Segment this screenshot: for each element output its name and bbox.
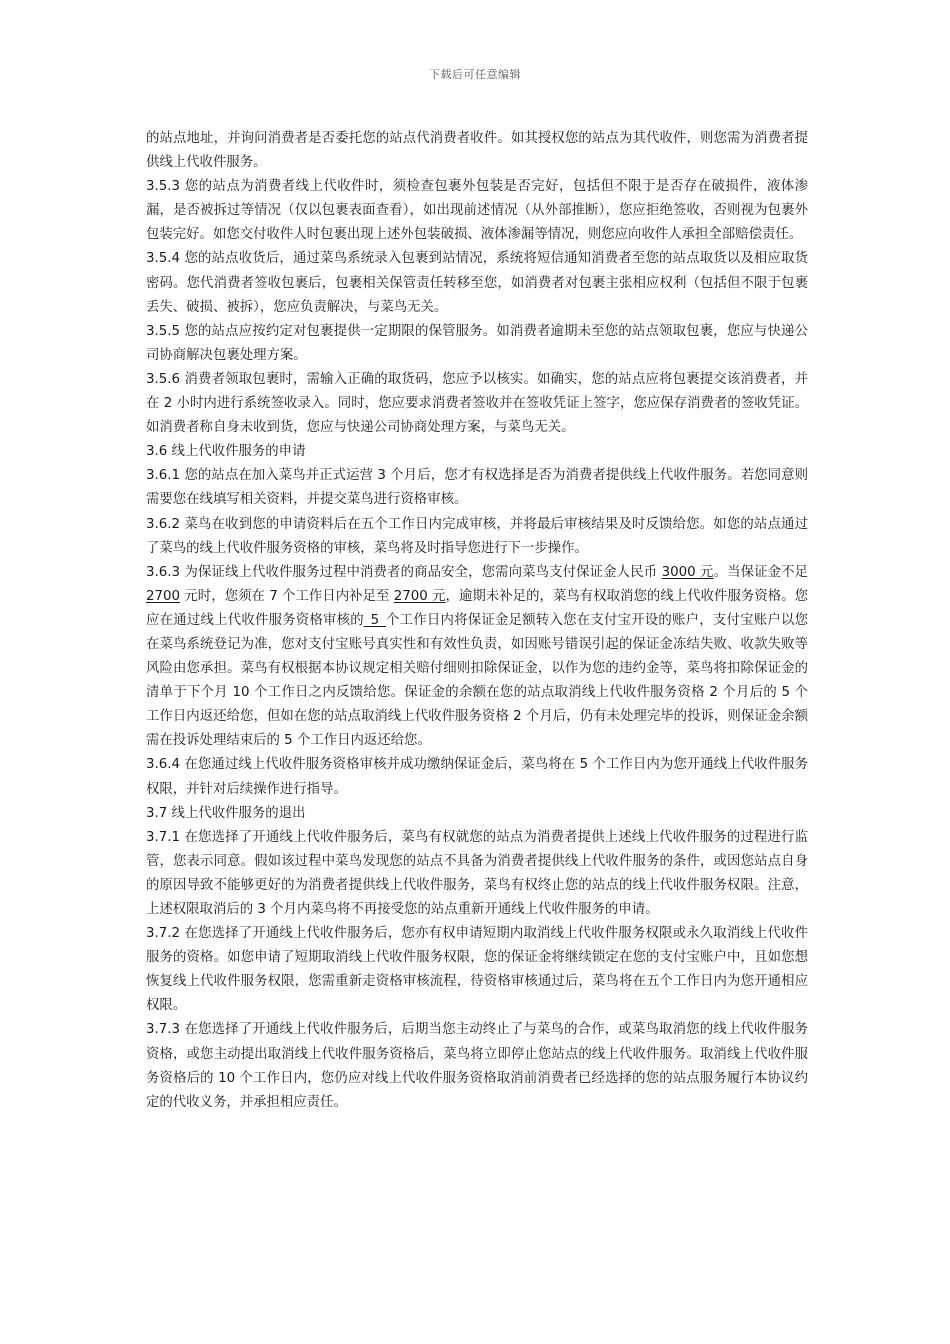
deposit-topup-amount: 2700 元 (393, 588, 446, 604)
deposit-amount: 3000 元 (661, 564, 714, 580)
paragraph-continuation: 的站点地址，并询问消费者是否委托您的站点代消费者收件。如其授权您的站点为其代收件，则您需为消费者提供线上代收件服务。 (146, 131, 808, 171)
section-heading-3-7: 3.7 线上代收件服务的退出 (146, 805, 306, 821)
paragraph-3-6-3-part-d: ，逾期未补足的，菜鸟有权取消您的线上代收件服务资格。您应在通过线上代收件服务资格审核的 (146, 588, 808, 628)
deposit-threshold: 2700 (146, 588, 181, 604)
paragraph-3-7-2: 3.7.2 在您选择了开通线上代收件服务后，您亦有权申请短期内取消线上代收件服务权限或永久取消线上代收件服务的资格。如您申请了短期取消线上代收件服务权限，您的保证金将继续锁定在您的支付宝账户中，且如您想恢复线上代收件服务权限，您需重新走资格审核流程，待资格审核通过后，菜鸟将在五个工作日内为您开通相应权限。 (146, 926, 808, 1014)
paragraph-3-6-3-part-e: 个工作日内将保证金足额转入您在支付宝开设的账户，支付宝账户以您在菜鸟系统登记为准，您对支付宝账号真实性和有效性负责，如因账号错误引起的保证金冻结失败、收款失败等风险由您承担。菜鸟有权根据本协议规定相关赔付细则扣除保证金，以作为您的违约金等，菜鸟将扣除保证金的清单于下个月 10 个工作日之内反馈给您。保证金的余额在您的站点取消线上代收件服务资格 2 个月后的 5 个工作日内返还给您，但如在您的站点取消线上代收件服务资格 2 个月后，仍有未处理完毕的投诉，则保证金余额需在投诉处理结束后的 5 个工作日内返还给您。 (146, 612, 809, 749)
paragraph-3-5-3: 3.5.3 您的站点为消费者线上代收件时，须检查包裹外包装是否完好，包括但不限于是否存在破损件，液体渗漏，是否被拆过等情况（仅以包裹表面查看），如出现前述情况（从外部推断），您应拒绝签收，否则视为包裹外包装完好。如您交付收件人时包裹出现上述外包装破损、液体渗漏等情况，则您应向收件人承担全部赔偿责任。 (146, 179, 808, 243)
paragraph-3-6-3-part-a: 3.6.3 为保证线上代收件服务过程中消费者的商品安全，您需向菜鸟支付保证金人民币 (146, 564, 662, 580)
paragraph-3-6-3-part-b: 。当保证金不足 (713, 564, 808, 580)
paragraph-3-7-1: 3.7.1 在您选择了开通线上代收件服务后，菜鸟有权就您的站点为消费者提供上述线上代收件服务的过程进行监管，您表示同意。假如该过程中菜鸟发现您的站点不具备为消费者提供线上代收件服务的条件，或因您站点自身的原因导致不能够更好的为消费者提供线上代收件服务，菜鸟有权终止您的站点的线上代收件服务权限。注意，上述权限取消后的 3 个月内菜鸟将不再接受您的站点重新开通线上代收件服务的申请。 (146, 829, 808, 917)
paragraph-3-5-5: 3.5.5 您的站点应按约定对包裹提供一定期限的保管服务。如消费者逾期未至您的站点领取包裹，您应与快递公司协商解决包裹处理方案。 (146, 323, 808, 363)
paragraph-3-6-3 (146, 561, 808, 754)
paragraph-3-6-4: 3.6.4 在您通过线上代收件服务资格审核并成功缴纳保证金后，菜鸟将在 5 个工作日内为您开通线上代收件服务权限，并针对后续操作进行指导。 (146, 757, 808, 797)
page-header: 下载后可任意编辑 (429, 68, 521, 81)
paragraph-3-6-1: 3.6.1 您的站点在加入菜鸟并正式运营 3 个月后，您才有权选择是否为消费者提供线上代收件服务。若您同意则需要您在线填写相关资料，并提交菜鸟进行资格审核。 (146, 468, 808, 508)
paragraph-3-6-2: 3.6.2 菜鸟在收到您的申请资料后在五个工作日内完成审核，并将最后审核结果及时反馈给您。如您的站点通过了菜鸟的线上代收件服务资格的审核，菜鸟将及时指导您进行下一步操作。 (146, 516, 808, 556)
document-body (146, 127, 808, 1115)
paragraph-3-5-4: 3.5.4 您的站点收货后，通过菜鸟系统录入包裹到站情况，系统将短信通知消费者至您的站点取货以及相应取货密码。您代消费者签收包裹后，包裹相关保管责任转移至您，如消费者对包裹主张相应权利（包括但不限于包裹丢失、破损、被拆），您应负责解决，与菜鸟无关。 (146, 251, 808, 315)
deposit-days: _5_ (363, 612, 386, 628)
paragraph-3-6-3-part-c: 元时，您须在 7 个工作日内补足至 (180, 588, 394, 604)
section-heading-3-6: 3.6 线上代收件服务的申请 (146, 444, 306, 460)
paragraph-3-7-3: 3.7.3 在您选择了开通线上代收件服务后，后期当您主动终止了与菜鸟的合作，或菜鸟取消您的线上代收件服务资格，或您主动提出取消线上代收件服务资格后，菜鸟将立即停止您站点的线上代收件服务。取消线上代收件服务资格后的 10 个工作日内，您仍应对线上代收件服务资格取消前消费者已经选择的您的站点服务履行本协议约定的代收义务，并承担相应责任。 (146, 1022, 808, 1110)
paragraph-3-5-6: 3.5.6 消费者领取包裹时，需输入正确的取货码，您应予以核实。如确实，您的站点应将包裹提交该消费者，并在 2 小时内进行系统签收录入。同时，您应要求消费者签收并在签收凭证上签字，您应保存消费者的签收凭证。如消费者称自身未收到货，您应与快递公司协商处理方案，与菜鸟无关。 (146, 371, 808, 436)
